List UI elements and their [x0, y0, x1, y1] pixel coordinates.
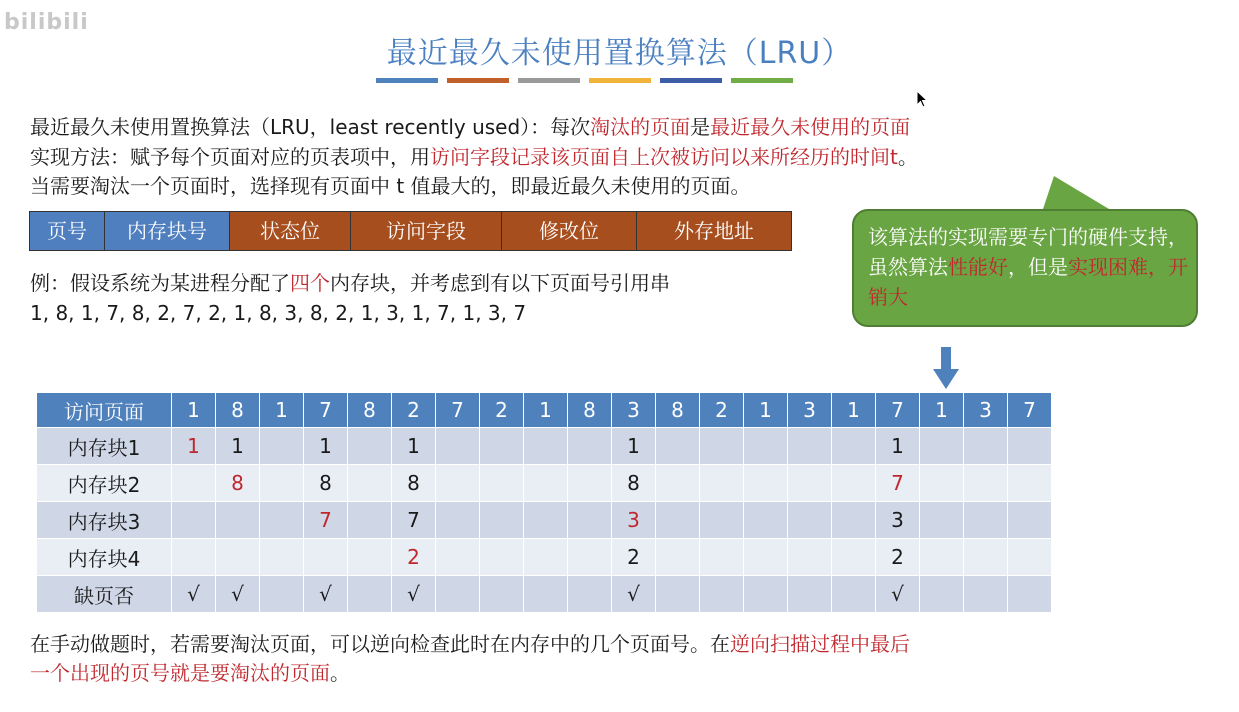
table-cell	[260, 428, 304, 465]
title-color-bar-4	[660, 78, 722, 83]
title-color-bar-1	[447, 78, 509, 83]
table-cell: 1	[172, 428, 216, 465]
row-label: 内存块2	[37, 465, 172, 502]
footer-end: 。	[330, 661, 350, 685]
table-cell	[524, 465, 568, 502]
table-cell	[744, 428, 788, 465]
table-cell	[436, 576, 480, 613]
table-row	[37, 539, 1052, 576]
table-cell	[436, 502, 480, 539]
table-cell	[1008, 502, 1052, 539]
table-cell: 7	[392, 502, 436, 539]
table-cell: √	[304, 576, 348, 613]
table-cell: 1	[392, 428, 436, 465]
access-page-18: 3	[964, 393, 1008, 428]
intro-line-1-highlight-2: 最近最久未使用的页面	[710, 115, 911, 139]
footer-text: 在手动做题时，若需要淘汰页面，可以逆向检查此时在内存中的几个页面号。在	[30, 632, 730, 656]
table-cell	[480, 576, 524, 613]
callout-highlight-2: 实现困难，开销大	[868, 255, 1188, 309]
callout-text-1: 该算法的实现需要专门的硬件支持，虽然算法	[868, 225, 1188, 279]
table-cell: 3	[612, 502, 656, 539]
table-cell	[348, 539, 392, 576]
intro-line-2	[30, 143, 918, 172]
access-page-16: 7	[876, 393, 920, 428]
example-highlight: 四个	[290, 271, 330, 295]
table-cell	[524, 539, 568, 576]
table-cell	[744, 539, 788, 576]
table-cell	[920, 576, 964, 613]
access-page-13: 1	[744, 393, 788, 428]
table-header-row	[37, 393, 1052, 428]
callout-text	[868, 222, 1188, 312]
table-cell	[744, 502, 788, 539]
footer-highlight-2: 一个出现的页号就是要淘汰的页面	[30, 661, 330, 685]
table-cell	[260, 465, 304, 502]
intro-line-2-highlight: 访问字段记录该页面自上次被访问以来所经历的时间t	[430, 145, 898, 169]
example-text: 例：假设系统为某进程分配了	[30, 271, 290, 295]
table-cell	[744, 465, 788, 502]
access-page-3: 7	[304, 393, 348, 428]
access-page-2: 1	[260, 393, 304, 428]
bilibili-watermark: bilibili	[4, 10, 89, 35]
row-label: 内存块3	[37, 502, 172, 539]
table-cell	[964, 502, 1008, 539]
callout-pointer	[1026, 176, 1114, 212]
table-cell: 8	[216, 465, 260, 502]
table-cell	[348, 576, 392, 613]
header-label: 访问页面	[37, 393, 172, 428]
table-cell: √	[172, 576, 216, 613]
intro-line-2-end: 。	[897, 145, 918, 169]
table-row	[37, 428, 1052, 465]
table-cell	[832, 502, 876, 539]
table-cell	[920, 428, 964, 465]
title-color-bar-0	[376, 78, 438, 83]
table-cell	[656, 576, 700, 613]
table-cell	[436, 428, 480, 465]
access-page-14: 3	[788, 393, 832, 428]
lru-replacement-table	[36, 392, 1052, 613]
table-cell	[700, 539, 744, 576]
field-status-bit: 状态位	[230, 212, 351, 250]
access-page-12: 2	[700, 393, 744, 428]
access-page-1: 8	[216, 393, 260, 428]
footer-line-1	[30, 630, 910, 659]
table-cell	[1008, 576, 1052, 613]
table-row	[37, 576, 1052, 613]
table-cell	[568, 576, 612, 613]
row-label: 内存块4	[37, 539, 172, 576]
table-cell	[656, 539, 700, 576]
footer-highlight-1: 逆向扫描过程中最后	[730, 632, 910, 656]
table-cell	[568, 465, 612, 502]
title-color-bar-2	[518, 78, 580, 83]
table-cell: 8	[612, 465, 656, 502]
field-memory-block: 内存块号	[105, 212, 230, 250]
table-cell	[436, 539, 480, 576]
field-page-number: 页号	[30, 212, 105, 250]
example-line	[30, 269, 670, 298]
table-cell	[568, 502, 612, 539]
table-cell	[832, 539, 876, 576]
access-page-19: 7	[1008, 393, 1052, 428]
table-cell	[480, 465, 524, 502]
table-cell	[788, 502, 832, 539]
table-cell	[1008, 428, 1052, 465]
table-cell	[656, 465, 700, 502]
intro-line-1-highlight-1: 淘汰的页面	[590, 115, 691, 139]
table-cell: √	[612, 576, 656, 613]
table-cell	[568, 428, 612, 465]
access-page-6: 7	[436, 393, 480, 428]
table-cell	[920, 465, 964, 502]
table-cell: 1	[876, 428, 920, 465]
table-cell	[788, 539, 832, 576]
table-cell	[348, 428, 392, 465]
table-cell	[480, 428, 524, 465]
table-cell	[1008, 539, 1052, 576]
row-label: 内存块1	[37, 428, 172, 465]
table-cell	[568, 539, 612, 576]
table-cell: 2	[612, 539, 656, 576]
table-cell	[920, 502, 964, 539]
intro-line-1-text-2: 是	[690, 115, 711, 139]
table-cell	[480, 502, 524, 539]
table-row	[37, 465, 1052, 502]
intro-line-2-text: 实现方法：赋予每个页面对应的页表项中，用	[30, 145, 430, 169]
table-cell	[832, 428, 876, 465]
intro-line-1-text: 最近最久未使用置换算法（LRU，least recently used）：每次	[30, 115, 591, 139]
field-swap-address: 外存地址	[637, 212, 791, 250]
table-cell	[348, 502, 392, 539]
access-page-11: 8	[656, 393, 700, 428]
title-color-bars	[376, 78, 793, 83]
field-modify-bit: 修改位	[502, 212, 637, 250]
table-cell	[304, 539, 348, 576]
intro-line-3: 当需要淘汰一个页面时，选择现有页面中 t 值最大的，即最近最久未使用的页面。	[30, 174, 751, 198]
table-cell	[172, 539, 216, 576]
callout-highlight-1: 性能好	[948, 255, 1008, 279]
footer-line-2	[30, 659, 350, 688]
table-cell	[524, 502, 568, 539]
table-cell	[920, 539, 964, 576]
access-page-4: 8	[348, 393, 392, 428]
access-page-5: 2	[392, 393, 436, 428]
table-row	[37, 502, 1052, 539]
slide-title: 最近最久未使用置换算法（LRU）	[386, 36, 853, 71]
table-cell	[964, 428, 1008, 465]
table-cell	[172, 465, 216, 502]
table-cell	[832, 576, 876, 613]
down-arrow-icon	[933, 347, 959, 389]
access-page-17: 1	[920, 393, 964, 428]
access-page-10: 3	[612, 393, 656, 428]
reference-string: 1, 8, 1, 7, 8, 2, 7, 2, 1, 8, 3, 8, 2, 1, 3, 1, 7, 1, 3, 7	[30, 301, 527, 325]
table-cell	[348, 465, 392, 502]
table-cell	[260, 539, 304, 576]
table-cell: 3	[876, 502, 920, 539]
table-cell	[700, 428, 744, 465]
table-cell: √	[392, 576, 436, 613]
field-access-field: 访问字段	[351, 212, 502, 250]
table-cell: 1	[216, 428, 260, 465]
table-cell	[172, 502, 216, 539]
table-cell	[700, 465, 744, 502]
access-page-9: 8	[568, 393, 612, 428]
table-cell: 7	[876, 465, 920, 502]
table-cell	[656, 502, 700, 539]
table-cell: √	[876, 576, 920, 613]
example-text-2: 内存块，并考虑到有以下页面号引用串	[330, 271, 670, 295]
table-cell	[436, 465, 480, 502]
access-page-15: 1	[832, 393, 876, 428]
row-label: 缺页否	[37, 576, 172, 613]
table-cell	[788, 465, 832, 502]
callout-text-2: ，但是	[1008, 255, 1068, 279]
title-color-bar-5	[731, 78, 793, 83]
table-cell	[788, 576, 832, 613]
table-cell	[216, 539, 260, 576]
table-cell: 8	[392, 465, 436, 502]
table-cell	[700, 502, 744, 539]
table-cell: 1	[612, 428, 656, 465]
title-color-bar-3	[589, 78, 651, 83]
table-cell: 8	[304, 465, 348, 502]
access-page-0: 1	[172, 393, 216, 428]
table-cell	[524, 576, 568, 613]
table-cell	[260, 576, 304, 613]
mouse-cursor-icon	[916, 90, 928, 108]
table-cell	[216, 502, 260, 539]
page-table-entry-diagram	[29, 211, 792, 251]
table-cell	[832, 465, 876, 502]
table-cell	[964, 465, 1008, 502]
table-cell	[744, 576, 788, 613]
table-cell	[964, 576, 1008, 613]
table-cell: 2	[876, 539, 920, 576]
access-page-7: 2	[480, 393, 524, 428]
table-cell	[524, 428, 568, 465]
table-cell	[1008, 465, 1052, 502]
table-cell: 2	[392, 539, 436, 576]
table-cell	[964, 539, 1008, 576]
table-cell	[788, 428, 832, 465]
table-cell	[480, 539, 524, 576]
table-cell: √	[216, 576, 260, 613]
table-cell: 7	[304, 502, 348, 539]
table-cell	[656, 428, 700, 465]
table-cell	[700, 576, 744, 613]
table-cell: 1	[304, 428, 348, 465]
intro-line-1	[30, 113, 910, 142]
table-cell	[260, 502, 304, 539]
access-page-8: 1	[524, 393, 568, 428]
